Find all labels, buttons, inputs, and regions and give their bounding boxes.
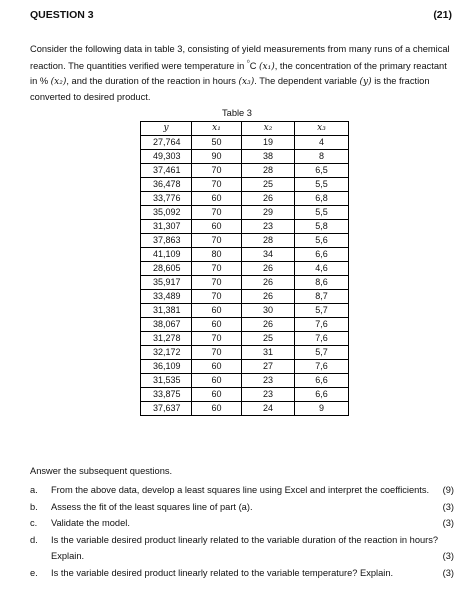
degree-sign: ⁰	[246, 59, 250, 67]
cell-x2: 26	[242, 262, 295, 276]
cell-x2: 24	[242, 402, 295, 416]
cell-x1: 60	[192, 318, 242, 332]
cell-y: 33,875	[141, 388, 192, 402]
cell-x2: 27	[242, 360, 295, 374]
cell-x1: 70	[192, 346, 242, 360]
intro-text: is the fraction	[371, 76, 430, 87]
total-marks: (21)	[433, 9, 452, 21]
table-row	[141, 150, 349, 164]
cell-x1: 60	[192, 402, 242, 416]
header-y: y	[141, 122, 192, 136]
table-row	[141, 402, 349, 416]
cell-x1: 60	[192, 220, 242, 234]
table-row	[141, 332, 349, 346]
cell-x1: 70	[192, 164, 242, 178]
cell-x3: 6,8	[295, 192, 349, 206]
question-title: QUESTION 3	[30, 9, 94, 21]
table-row	[141, 178, 349, 192]
table-row	[141, 206, 349, 220]
intro-text: , and the duration of the reaction in hours	[66, 76, 239, 87]
header-x1: x₁	[192, 122, 242, 136]
cell-y: 37,637	[141, 402, 192, 416]
variable-y: (y)	[359, 77, 372, 88]
question-letter: a.	[30, 485, 38, 495]
question-letter: c.	[30, 518, 38, 528]
cell-y: 27,764	[141, 136, 192, 150]
intro-text: , the concentration of the primary reactant	[274, 60, 447, 71]
cell-x3: 5,5	[295, 206, 349, 220]
cell-x2: 29	[242, 206, 295, 220]
cell-x2: 26	[242, 276, 295, 290]
question-text: Assess the fit of the least squares line of part (a).	[51, 502, 253, 512]
cell-x1: 60	[192, 360, 242, 374]
cell-y: 31,535	[141, 374, 192, 388]
question-header	[30, 9, 452, 23]
cell-y: 33,776	[141, 192, 192, 206]
cell-x3: 4,6	[295, 262, 349, 276]
table-row	[141, 234, 349, 248]
intro-line-4: converted to desired product.	[30, 91, 151, 102]
cell-x3: 8	[295, 150, 349, 164]
intro-text: reaction. The quantities verified were temperature in	[30, 60, 247, 71]
cell-y: 32,172	[141, 346, 192, 360]
cell-y: 31,278	[141, 332, 192, 346]
cell-y: 33,489	[141, 290, 192, 304]
cell-x3: 8,6	[295, 276, 349, 290]
cell-x3: 6,6	[295, 248, 349, 262]
cell-x2: 23	[242, 388, 295, 402]
cell-x1: 70	[192, 332, 242, 346]
table-row	[141, 248, 349, 262]
header-x2: x₂	[242, 122, 295, 136]
cell-x2: 28	[242, 234, 295, 248]
question-letter: d.	[30, 535, 38, 545]
question-marks: (3)	[442, 502, 454, 512]
variable-x2: (x₂)	[50, 77, 67, 88]
cell-y: 31,381	[141, 304, 192, 318]
cell-x1: 60	[192, 304, 242, 318]
cell-y: 38,067	[141, 318, 192, 332]
cell-x3: 5,7	[295, 304, 349, 318]
variable-x1: (x₁)	[259, 61, 275, 72]
cell-x2: 26	[242, 192, 295, 206]
cell-x3: 7,6	[295, 360, 349, 374]
question-text: Validate the model.	[51, 518, 130, 528]
cell-x3: 6,6	[295, 374, 349, 388]
question-marks: (3)	[442, 568, 454, 578]
cell-x1: 70	[192, 276, 242, 290]
cell-x3: 8,7	[295, 290, 349, 304]
cell-x2: 30	[242, 304, 295, 318]
intro-line-2	[30, 57, 454, 75]
cell-y: 37,863	[141, 234, 192, 248]
table-row	[141, 164, 349, 178]
cell-x1: 70	[192, 234, 242, 248]
cell-x3: 5,5	[295, 178, 349, 192]
table-row	[141, 388, 349, 402]
cell-x1: 60	[192, 192, 242, 206]
table-row	[141, 276, 349, 290]
question-marks: (9)	[442, 485, 454, 495]
table-row	[141, 304, 349, 318]
cell-x2: 19	[242, 136, 295, 150]
question-text: Is the variable desired product linearly related to the variable temperature? Explain.	[51, 568, 394, 578]
variable-x3: (x₃)	[238, 77, 255, 88]
cell-x3: 7,6	[295, 332, 349, 346]
header-x3: x₃	[295, 122, 349, 136]
cell-x3: 7,6	[295, 318, 349, 332]
cell-x1: 70	[192, 178, 242, 192]
question-letter: b.	[30, 502, 38, 512]
question-intro	[30, 42, 454, 104]
table-row	[141, 290, 349, 304]
table-row	[141, 346, 349, 360]
cell-x2: 23	[242, 220, 295, 234]
intro-line-1: Consider the following data in table 3, consisting of yield measurements from many runs of a chemical	[30, 44, 450, 54]
table-row	[141, 192, 349, 206]
table-row	[141, 262, 349, 276]
table-row	[141, 220, 349, 234]
question-text: From the above data, develop a least squares line using Excel and interpret the coefficients.	[51, 485, 430, 495]
cell-y: 35,917	[141, 276, 192, 290]
cell-x3: 5,8	[295, 220, 349, 234]
cell-x2: 25	[242, 332, 295, 346]
cell-x2: 34	[242, 248, 295, 262]
question-marks: (3)	[442, 551, 454, 561]
data-table	[140, 121, 349, 416]
table-caption: Table 3	[222, 108, 252, 118]
cell-y: 31,307	[141, 220, 192, 234]
cell-x3: 5,6	[295, 234, 349, 248]
question-text-continued: Explain.	[51, 551, 85, 561]
cell-x2: 38	[242, 150, 295, 164]
cell-x2: 23	[242, 374, 295, 388]
intro-text: C	[249, 60, 259, 71]
cell-x2: 28	[242, 164, 295, 178]
cell-y: 35,092	[141, 206, 192, 220]
cell-y: 36,109	[141, 360, 192, 374]
cell-y: 49,303	[141, 150, 192, 164]
table-header-row	[141, 122, 349, 136]
cell-x1: 90	[192, 150, 242, 164]
cell-x1: 50	[192, 136, 242, 150]
cell-x3: 6,5	[295, 164, 349, 178]
intro-line-3	[30, 74, 454, 90]
cell-x1: 70	[192, 262, 242, 276]
cell-x2: 26	[242, 318, 295, 332]
intro-text: . The dependent variable	[254, 76, 360, 87]
cell-y: 37,461	[141, 164, 192, 178]
answer-instructions: Answer the subsequent questions.	[30, 466, 173, 476]
cell-x1: 60	[192, 388, 242, 402]
cell-y: 36,478	[141, 178, 192, 192]
cell-x1: 80	[192, 248, 242, 262]
question-d	[30, 533, 454, 563]
question-text: Is the variable desired product linearly related to the variable duration of the reaction in hours?	[51, 535, 439, 545]
table-row	[141, 360, 349, 374]
table-row	[141, 136, 349, 150]
cell-x1: 70	[192, 290, 242, 304]
cell-x1: 70	[192, 206, 242, 220]
cell-y: 41,109	[141, 248, 192, 262]
cell-x3: 5,7	[295, 346, 349, 360]
cell-x2: 31	[242, 346, 295, 360]
cell-x3: 4	[295, 136, 349, 150]
table-row	[141, 318, 349, 332]
cell-y: 28,605	[141, 262, 192, 276]
cell-x3: 6,6	[295, 388, 349, 402]
cell-x2: 25	[242, 178, 295, 192]
cell-x3: 9	[295, 402, 349, 416]
intro-text: in %	[30, 76, 51, 87]
cell-x2: 26	[242, 290, 295, 304]
question-letter: e.	[30, 568, 38, 578]
table-row	[141, 374, 349, 388]
question-marks: (3)	[442, 518, 454, 528]
cell-x1: 60	[192, 374, 242, 388]
